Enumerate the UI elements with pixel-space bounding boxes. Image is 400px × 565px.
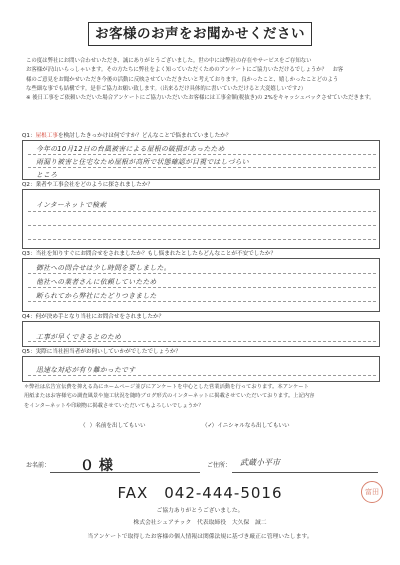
question-1-label bbox=[22, 132, 231, 140]
question-2-text: 業者や工事会社をどのように探されましたか？ bbox=[35, 182, 154, 188]
answer-rule bbox=[28, 375, 376, 376]
consent-option-initial-label: イニシャルなら出してもいい bbox=[217, 423, 290, 429]
question-4-text: 何が決め手となり当社にお問合せをされましたか？ bbox=[35, 314, 165, 320]
fax-number: FAX 042-444-5016 bbox=[117, 484, 283, 502]
seal-stamp: 富田 bbox=[361, 481, 383, 503]
question-5-prefix: Q5： bbox=[22, 349, 36, 355]
question-3-label bbox=[22, 250, 276, 258]
footer-privacy: 当アンケートで取得したお客様の個人情報は関係法規に基づき厳正に管理いたします。 bbox=[87, 534, 313, 540]
question-2-label bbox=[22, 181, 153, 189]
address-value: 武蔵小平市 bbox=[240, 458, 280, 467]
question-4-prefix: Q4： bbox=[22, 314, 36, 320]
question-3-answer-line-1: 御社への問合せは少し時間を要しました。 bbox=[36, 264, 171, 272]
consent-option-name-label: 名前を出してもいい bbox=[95, 423, 146, 429]
question-1-text: を検討したきっかけは何ですか？どんなことで悩まれていましたか？ bbox=[57, 133, 232, 139]
question-1-answer-line-3: ところ bbox=[36, 171, 58, 179]
answer-rule bbox=[28, 167, 376, 168]
answer-rule bbox=[28, 225, 376, 226]
question-2-answer-line-1: インターネットで検索 bbox=[36, 201, 107, 209]
answer-rule bbox=[28, 154, 376, 155]
name-label: お名前： bbox=[26, 462, 51, 469]
publication-note: ＊弊社は広告宣伝費を抑える為にホームページ並びにアンケートを中心とした営業活動を行っております。本アンケート 用紙またはお客様宅の調査風景や施工状況を随時ブログ形式のインターネットに掲載させていただいております。上記内容 をインターネットや印刷物に掲載させていただいてもよろしいでしょうか？ bbox=[24, 384, 315, 409]
intro-text: この度は弊社にお問い合わせいただき、誠にありがとうございました。世の中には弊社の存在やサービスをご存知ない お客様が沢山いらっしゃいます。その方たちに弊社をよく知っていただくためのアンケートにご協力いただけるでしょうか？ お客 様のご意見をお聞かせいただき今後の活動に反映させていただきたいと考えております。良かったこと、嬉しかったことどのよう な些細な事でも結構です。是非ご協力お願い致します。（出来るだけ具体的に書いていただけると大変嬉しいです♪） ※ 後日工事をご依頼いただいた場合アンケートにご協力いただいたお客様には工事金額(税抜き)の 2%をキャッシュバックさせていただきます。 bbox=[26, 58, 375, 102]
question-5-text: 実際に当社担当者がお伺いしていかがでしたでしょうか？ bbox=[35, 349, 182, 355]
answer-rule bbox=[28, 287, 376, 288]
question-3-answer-line-3: 断られてから弊社にたどりつきました bbox=[36, 292, 157, 300]
question-2-answer-box bbox=[22, 189, 380, 249]
answer-rule bbox=[28, 239, 376, 240]
answer-rule bbox=[28, 301, 376, 302]
question-1-prefix: Q1： bbox=[22, 133, 36, 139]
question-1-answer-line-2: 雨漏り被害と住宅なため屋根が高所で状態確認が目視ではしづらい bbox=[36, 158, 249, 166]
address-label: ご住所： bbox=[207, 462, 232, 469]
question-1-answer-line-1: 今年の10月12日の台風被害による屋根の破損があったため bbox=[36, 145, 225, 153]
question-4-answer-line-1: 工事が早くできるとのため bbox=[36, 333, 122, 341]
consent-option-initial-checkbox[interactable]: ✓ bbox=[207, 423, 213, 429]
answer-rule bbox=[28, 273, 376, 274]
answer-rule bbox=[28, 341, 376, 342]
page-title: お客様のお声をお聞かせください bbox=[88, 22, 312, 46]
name-value: ０ 様 bbox=[80, 458, 113, 474]
answer-rule bbox=[28, 211, 376, 212]
address-underline bbox=[232, 472, 378, 473]
consent-option-initial[interactable]: （✓）イニシャルなら出してもいい bbox=[202, 423, 290, 429]
question-4-label bbox=[22, 313, 164, 321]
question-5-label bbox=[22, 348, 181, 356]
question-5-answer-line-1: 迅速な対応が有り難かったです bbox=[36, 366, 136, 374]
question-1-highlight: 屋根工事 bbox=[35, 133, 58, 139]
consent-option-name[interactable]: （ ）名前を出してもいい bbox=[80, 423, 146, 429]
question-3-answer-line-2: 他社への業者さんに依頼していたため bbox=[36, 278, 157, 286]
question-3-text: 当社を知りすぐにお問合せをされましたか？もし悩まれたとしたらどんなことが不安でしたか？ bbox=[35, 251, 277, 257]
name-address-row bbox=[22, 454, 378, 474]
question-2-prefix: Q2： bbox=[22, 182, 36, 188]
question-3-prefix: Q3： bbox=[22, 251, 36, 257]
footer-thanks: ご協力ありがとうございました。 bbox=[156, 508, 244, 514]
name-underline bbox=[50, 472, 200, 473]
footer-company: 株式会社シェアテック 代表取締役 大久保 誠二 bbox=[133, 520, 267, 526]
